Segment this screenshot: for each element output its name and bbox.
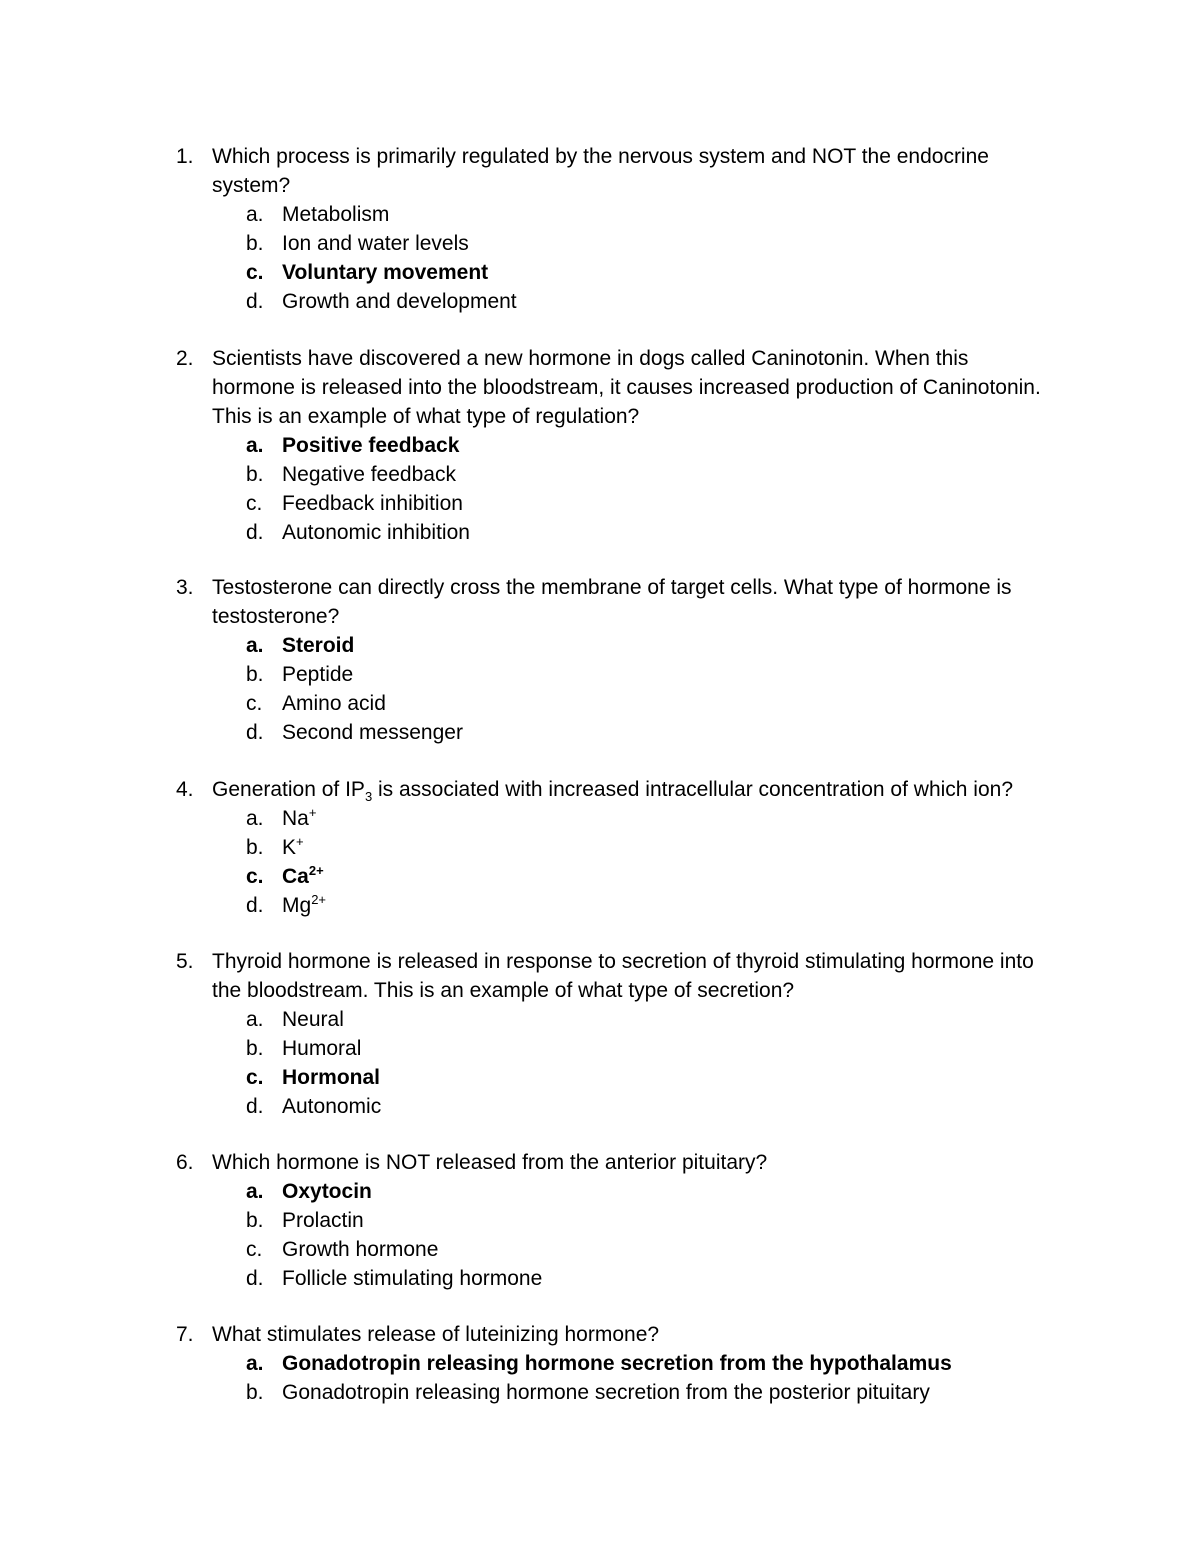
option-letter: b. xyxy=(246,836,264,859)
option-letter: c. xyxy=(246,865,264,888)
question-text xyxy=(212,775,1056,804)
option-letter: a. xyxy=(246,203,264,226)
question-number: 4. xyxy=(176,778,194,801)
option-text: Gonadotropin releasing hormone secretion from the hypothalamus xyxy=(282,1352,952,1375)
option-letter: d. xyxy=(246,894,264,917)
option-text: Negative feedback xyxy=(282,463,456,486)
option-d xyxy=(176,518,1056,547)
options-list xyxy=(176,1005,1056,1121)
option-b xyxy=(176,1034,1056,1063)
option-b xyxy=(176,229,1056,258)
ion-charge: + xyxy=(308,805,317,820)
ion-charge: + xyxy=(296,834,304,849)
option-d xyxy=(176,1264,1056,1293)
ion-charge: 2+ xyxy=(308,863,324,878)
ion-symbol: Na xyxy=(282,807,309,830)
option-letter: a. xyxy=(246,634,264,657)
option-text: Peptide xyxy=(282,663,354,686)
question-text: Thyroid hormone is released in response to secretion of thyroid stimulating hormone into the bloodstream. This is an example of what type of secretion? xyxy=(212,950,1034,1002)
option-b xyxy=(176,1206,1056,1235)
option-b xyxy=(176,1378,1056,1407)
option-c xyxy=(176,1235,1056,1264)
option-text: Gonadotropin releasing hormone secretion from the posterior pituitary xyxy=(282,1381,930,1404)
option-letter: d. xyxy=(246,521,264,544)
option-text: Metabolism xyxy=(282,203,390,226)
option-letter: d. xyxy=(246,290,264,313)
option-letter: b. xyxy=(246,232,264,255)
option-text xyxy=(282,891,326,920)
option-c-answer xyxy=(176,862,1056,891)
option-text: Feedback inhibition xyxy=(282,492,463,515)
question-text: What stimulates release of luteinizing hormone? xyxy=(212,1323,660,1346)
option-letter: d. xyxy=(246,1267,264,1290)
option-letter: a. xyxy=(246,807,264,830)
subscript: 3 xyxy=(364,789,373,805)
option-text: Second messenger xyxy=(282,721,463,744)
question-2 xyxy=(176,344,1056,547)
option-d xyxy=(176,287,1056,316)
option-text: Growth and development xyxy=(282,290,517,313)
option-b xyxy=(176,660,1056,689)
question-text: Scientists have discovered a new hormone in dogs called Caninotonin. When this hormone is released into the bloodstream, it causes increased production of Caninotonin. This is an example of what type of regulation? xyxy=(212,347,1041,428)
option-a-answer xyxy=(176,431,1056,460)
question-text-end: is associated with increased intracellular concentration of which ion? xyxy=(372,778,1014,801)
option-text xyxy=(282,833,304,862)
option-text: Follicle stimulating hormone xyxy=(282,1267,543,1290)
option-text xyxy=(282,804,316,833)
option-letter: b. xyxy=(246,1037,264,1060)
option-letter: b. xyxy=(246,463,264,486)
option-text: Autonomic xyxy=(282,1095,382,1118)
option-text: Positive feedback xyxy=(282,434,460,457)
question-number: 6. xyxy=(176,1151,194,1174)
option-text: Growth hormone xyxy=(282,1238,439,1261)
option-text: Hormonal xyxy=(282,1066,381,1089)
question-number: 5. xyxy=(176,950,194,973)
option-text: Voluntary movement xyxy=(282,261,489,284)
options-list xyxy=(176,1349,1056,1407)
question-number: 3. xyxy=(176,576,194,599)
option-letter: d. xyxy=(246,721,264,744)
options-list xyxy=(176,1177,1056,1293)
option-letter: c. xyxy=(246,692,263,715)
option-text: Humoral xyxy=(282,1037,362,1060)
question-3 xyxy=(176,573,1056,747)
question-text: Which process is primarily regulated by the nervous system and NOT the endocrine system? xyxy=(212,145,989,197)
question-number: 7. xyxy=(176,1323,194,1346)
option-letter: b. xyxy=(246,663,264,686)
option-a xyxy=(176,1005,1056,1034)
options-list xyxy=(176,631,1056,747)
options-list xyxy=(176,804,1056,920)
ion-symbol: Ca xyxy=(282,865,309,888)
option-a xyxy=(176,200,1056,229)
question-number: 2. xyxy=(176,347,194,370)
option-text: Oxytocin xyxy=(282,1180,372,1203)
option-c-answer xyxy=(176,258,1056,287)
option-text: Amino acid xyxy=(282,692,386,715)
option-c xyxy=(176,489,1056,518)
option-text: Autonomic inhibition xyxy=(282,521,470,544)
option-letter: c. xyxy=(246,492,263,515)
option-letter: c. xyxy=(246,1066,264,1089)
option-text: Neural xyxy=(282,1008,344,1031)
option-letter: a. xyxy=(246,1352,264,1375)
option-a-answer xyxy=(176,1349,1056,1378)
option-letter: b. xyxy=(246,1209,264,1232)
option-b xyxy=(176,460,1056,489)
question-text-start: Generation of IP xyxy=(212,778,365,801)
option-letter: b. xyxy=(246,1381,264,1404)
ion-symbol: K xyxy=(282,836,297,859)
question-number: 1. xyxy=(176,145,194,168)
question-5 xyxy=(176,947,1056,1121)
option-b xyxy=(176,833,1056,862)
option-text: Steroid xyxy=(282,634,355,657)
option-c-answer xyxy=(176,1063,1056,1092)
option-letter: c. xyxy=(246,261,264,284)
question-7 xyxy=(176,1320,1056,1407)
option-d xyxy=(176,718,1056,747)
question-1 xyxy=(176,142,1056,316)
ion-symbol: Mg xyxy=(282,894,312,917)
ion-charge: 2+ xyxy=(311,892,327,907)
option-a-answer xyxy=(176,631,1056,660)
question-4 xyxy=(176,775,1056,920)
option-d xyxy=(176,1092,1056,1121)
question-text: Which hormone is NOT released from the anterior pituitary? xyxy=(212,1151,768,1174)
option-a xyxy=(176,804,1056,833)
option-text: Ion and water levels xyxy=(282,232,469,255)
options-list xyxy=(176,200,1056,316)
options-list xyxy=(176,431,1056,547)
question-6 xyxy=(176,1148,1056,1293)
question-text: Testosterone can directly cross the membrane of target cells. What type of hormone is testosterone? xyxy=(212,576,1012,628)
option-text xyxy=(282,862,324,891)
option-c xyxy=(176,689,1056,718)
option-letter: d. xyxy=(246,1095,264,1118)
option-letter: a. xyxy=(246,434,264,457)
option-a-answer xyxy=(176,1177,1056,1206)
option-letter: a. xyxy=(246,1180,264,1203)
option-letter: c. xyxy=(246,1238,263,1261)
option-d xyxy=(176,891,1056,920)
option-text: Prolactin xyxy=(282,1209,364,1232)
option-letter: a. xyxy=(246,1008,264,1031)
